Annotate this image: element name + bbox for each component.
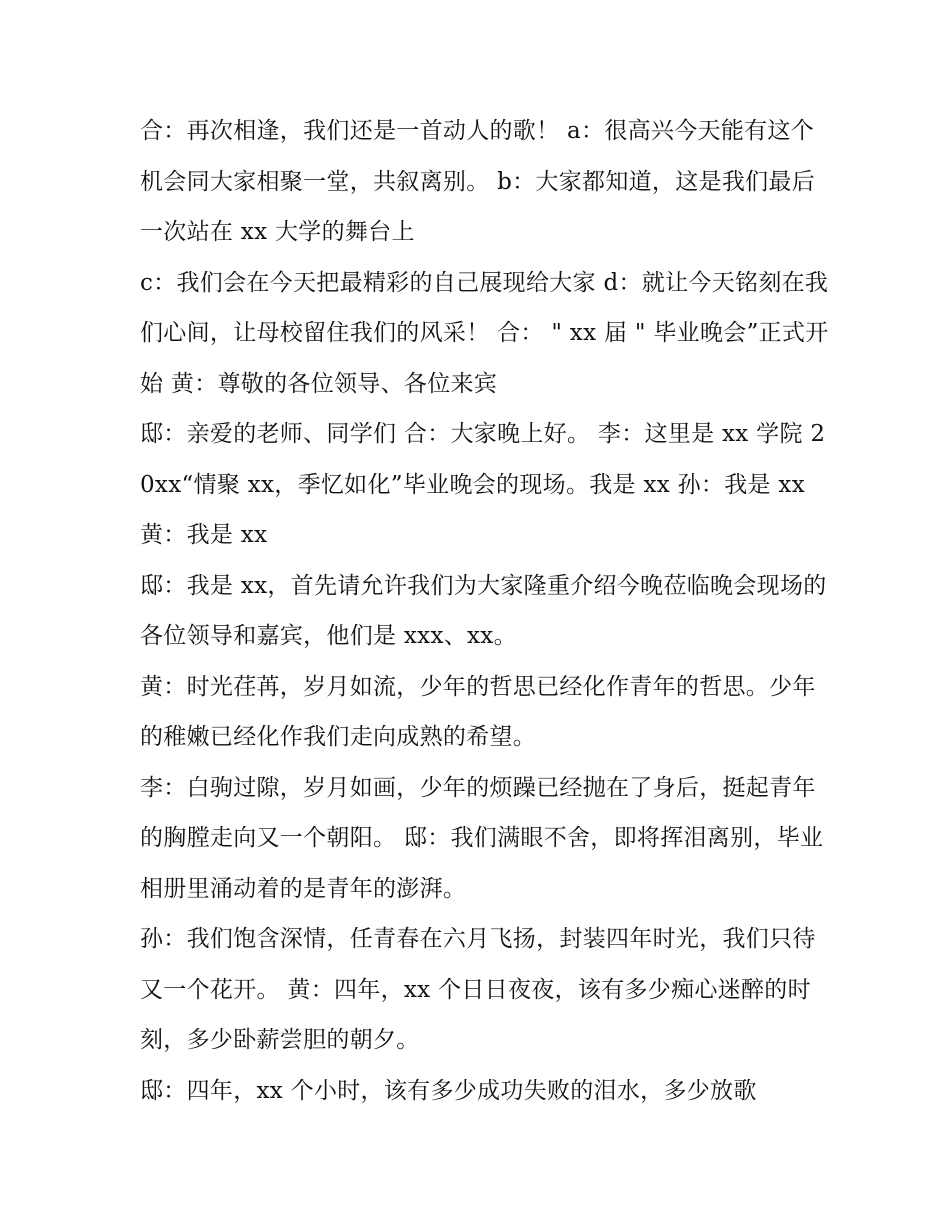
- paragraph: 合：再次相逢，我们还是一首动人的歌！ a：很高兴今天能有这个机会同大家相聚一堂，共叙离别。 b：大家都知道，这是我们最后一次站在 xx 大学的舞台上: [140, 118, 816, 245]
- paragraph: 孙：我们饱含深情，任青春在六月飞扬，封装四年时光，我们只待又一个花开。 黄：四年，xx 个日日夜夜，该有多少痴心迷醉的时刻，多少卧薪尝胆的朝夕。: [140, 926, 816, 1053]
- document-body: [140, 106, 830, 1116]
- paragraph: 李：白驹过隙，岁月如画，少年的烦躁已经抛在了身后，挺起青年的胸膛走向又一个朝阳。 邸：我们满眼不舍，即将挥泪离别，毕业相册里涌动着的是青年的澎湃。: [140, 774, 824, 902]
- paragraph: 邸：四年，xx 个小时，该有多少成功失败的泪水，多少放歌: [140, 1077, 757, 1104]
- paragraph: 邸：我是 xx，首先请允许我们为大家隆重介绍今晚莅临晚会现场的各位领导和嘉宾，他们是 xxx、xx。: [140, 572, 827, 649]
- paragraph: 黄：时光荏苒，岁月如流，少年的哲思已经化作青年的哲思。少年的稚嫩已经化作我们走向成熟的希望。: [140, 673, 816, 750]
- paragraph: 邸：亲爱的老师、同学们 合：大家晚上好。 李：这里是 xx 学院 20xx“情聚 xx，季忆如化”毕业晚会的现场。我是 xx 孙：我是 xx 黄：我是 xx: [140, 421, 826, 548]
- paragraph: c：我们会在今天把最精彩的自己展现给大家 d：就让今天铭刻在我们心间，让母校留住我们的风采！ 合： " xx 届 " 毕业晚会”正式开始 黄：尊敬的各位领导、各位来宾: [140, 269, 829, 397]
